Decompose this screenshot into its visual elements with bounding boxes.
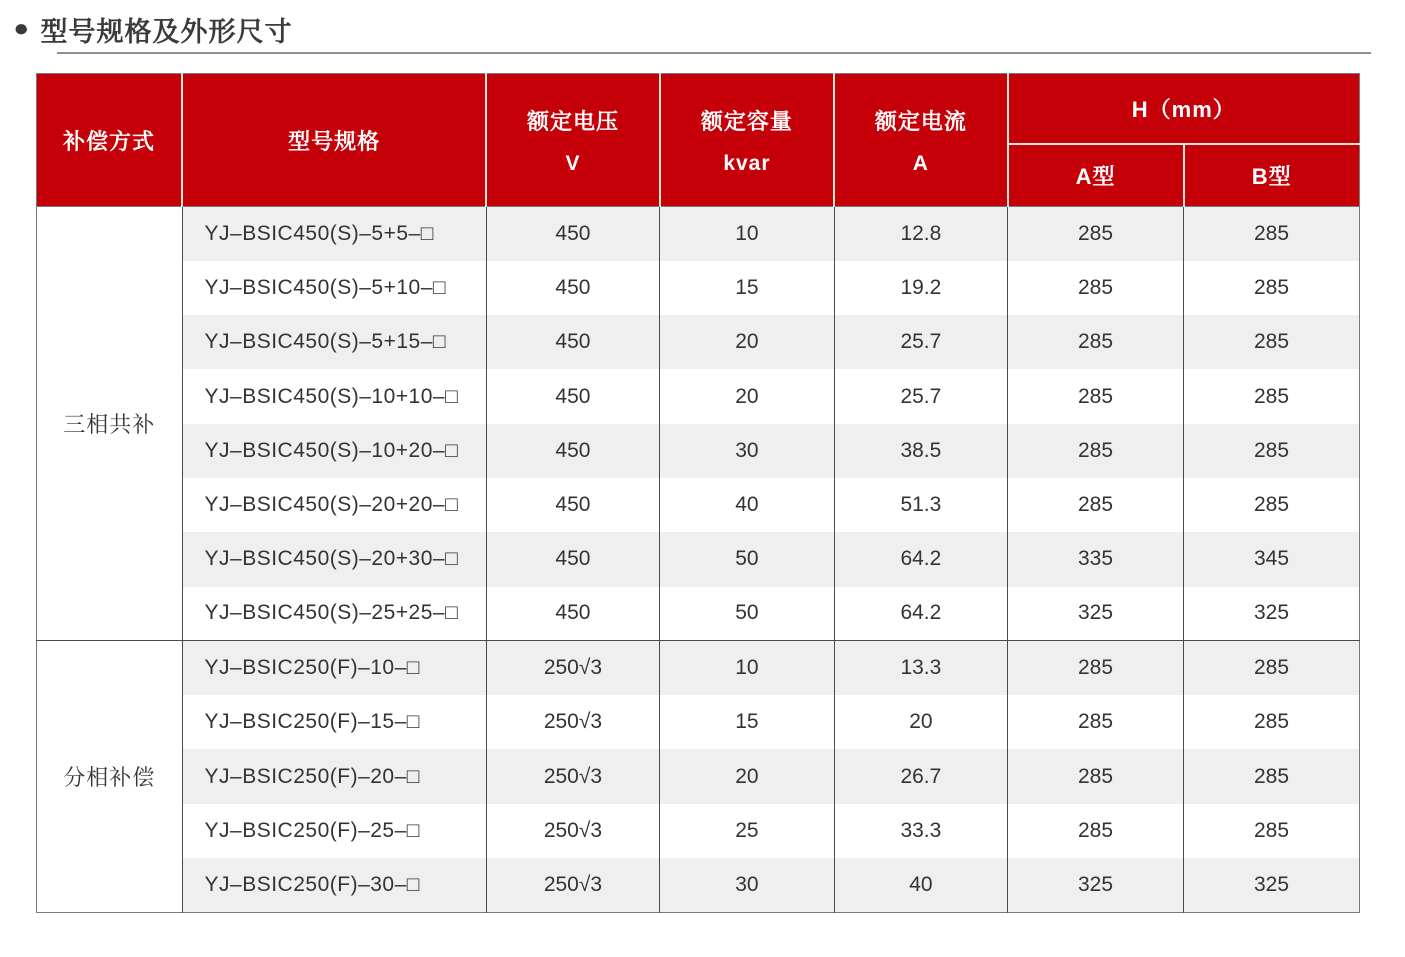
h-a-cell: 285 bbox=[1008, 369, 1184, 423]
table-row bbox=[37, 695, 1360, 749]
group-mode-label: 分相补偿 bbox=[37, 641, 183, 912]
model-cell: YJ–BSIC450(S)–5+5–□ bbox=[182, 207, 486, 261]
header-rated-voltage-unit: V bbox=[565, 151, 581, 175]
capacity-cell: 20 bbox=[660, 369, 835, 423]
voltage-cell: 450 bbox=[486, 478, 659, 532]
header-rated-current-label: 额定电流 bbox=[874, 108, 967, 134]
capacity-cell: 30 bbox=[660, 858, 835, 912]
model-cell: YJ–BSIC450(S)–20+20–□ bbox=[182, 478, 486, 532]
current-cell: 12.8 bbox=[834, 207, 1007, 261]
spec-table-container bbox=[36, 73, 1405, 913]
table-row bbox=[37, 424, 1360, 478]
title-underline bbox=[57, 52, 1371, 54]
table-row bbox=[37, 749, 1360, 803]
model-cell: YJ–BSIC450(S)–5+10–□ bbox=[182, 261, 486, 315]
header-rated-voltage-label: 额定电压 bbox=[526, 108, 619, 134]
spec-table-head bbox=[37, 74, 1360, 207]
voltage-cell: 250√3 bbox=[486, 749, 659, 803]
capacity-cell: 40 bbox=[660, 478, 835, 532]
header-rated-current bbox=[834, 74, 1007, 207]
h-b-cell: 325 bbox=[1184, 858, 1360, 912]
current-cell: 20 bbox=[834, 695, 1007, 749]
current-cell: 13.3 bbox=[834, 641, 1007, 695]
h-b-cell: 285 bbox=[1184, 695, 1360, 749]
model-cell: YJ–BSIC250(F)–20–□ bbox=[182, 749, 486, 803]
capacity-cell: 10 bbox=[660, 207, 835, 261]
header-h-mm: H（mm） bbox=[1008, 74, 1360, 144]
h-a-cell: 335 bbox=[1008, 532, 1184, 586]
h-b-cell: 285 bbox=[1184, 369, 1360, 423]
h-b-cell: 285 bbox=[1184, 749, 1360, 803]
voltage-cell: 450 bbox=[486, 315, 659, 369]
table-row bbox=[37, 804, 1360, 858]
h-a-cell: 285 bbox=[1008, 695, 1184, 749]
voltage-cell: 250√3 bbox=[486, 858, 659, 912]
h-a-cell: 285 bbox=[1008, 424, 1184, 478]
voltage-cell: 450 bbox=[486, 261, 659, 315]
voltage-cell: 250√3 bbox=[486, 804, 659, 858]
title-block bbox=[0, 0, 1405, 54]
table-row bbox=[37, 369, 1360, 423]
bullet-icon: ● bbox=[13, 15, 30, 42]
h-a-cell: 325 bbox=[1008, 587, 1184, 641]
header-rated-capacity-label: 额定容量 bbox=[700, 108, 793, 134]
capacity-cell: 30 bbox=[660, 424, 835, 478]
current-cell: 26.7 bbox=[834, 749, 1007, 803]
h-a-cell: 325 bbox=[1008, 858, 1184, 912]
h-a-cell: 285 bbox=[1008, 641, 1184, 695]
voltage-cell: 250√3 bbox=[486, 695, 659, 749]
h-a-cell: 285 bbox=[1008, 207, 1184, 261]
h-a-cell: 285 bbox=[1008, 478, 1184, 532]
model-cell: YJ–BSIC450(S)–10+20–□ bbox=[182, 424, 486, 478]
model-cell: YJ–BSIC450(S)–20+30–□ bbox=[182, 532, 486, 586]
current-cell: 19.2 bbox=[834, 261, 1007, 315]
table-row bbox=[37, 261, 1360, 315]
h-b-cell: 285 bbox=[1184, 804, 1360, 858]
h-b-cell: 285 bbox=[1184, 424, 1360, 478]
current-cell: 33.3 bbox=[834, 804, 1007, 858]
h-b-cell: 285 bbox=[1184, 207, 1360, 261]
h-a-cell: 285 bbox=[1008, 315, 1184, 369]
table-row bbox=[37, 478, 1360, 532]
current-cell: 25.7 bbox=[834, 369, 1007, 423]
table-row bbox=[37, 207, 1360, 261]
table-row bbox=[37, 532, 1360, 586]
current-cell: 64.2 bbox=[834, 587, 1007, 641]
capacity-cell: 10 bbox=[660, 641, 835, 695]
voltage-cell: 450 bbox=[486, 532, 659, 586]
model-cell: YJ–BSIC450(S)–10+10–□ bbox=[182, 369, 486, 423]
spec-table-body bbox=[37, 207, 1360, 913]
header-type-a: A型 bbox=[1008, 144, 1184, 207]
table-row bbox=[37, 587, 1360, 641]
header-rated-capacity-unit: kvar bbox=[723, 151, 771, 175]
voltage-cell: 450 bbox=[486, 207, 659, 261]
model-cell: YJ–BSIC250(F)–25–□ bbox=[182, 804, 486, 858]
capacity-cell: 15 bbox=[660, 261, 835, 315]
h-a-cell: 285 bbox=[1008, 749, 1184, 803]
capacity-cell: 25 bbox=[660, 804, 835, 858]
h-b-cell: 285 bbox=[1184, 641, 1360, 695]
h-a-cell: 285 bbox=[1008, 261, 1184, 315]
model-cell: YJ–BSIC250(F)–30–□ bbox=[182, 858, 486, 912]
h-b-cell: 345 bbox=[1184, 532, 1360, 586]
voltage-cell: 450 bbox=[486, 424, 659, 478]
header-rated-current-unit: A bbox=[912, 151, 929, 175]
h-b-cell: 285 bbox=[1184, 261, 1360, 315]
capacity-cell: 20 bbox=[660, 315, 835, 369]
h-b-cell: 325 bbox=[1184, 587, 1360, 641]
current-cell: 40 bbox=[834, 858, 1007, 912]
header-compensation-mode: 补偿方式 bbox=[37, 74, 183, 207]
model-cell: YJ–BSIC450(S)–25+25–□ bbox=[182, 587, 486, 641]
group-mode-label: 三相共补 bbox=[37, 207, 183, 641]
header-rated-capacity bbox=[660, 74, 835, 207]
current-cell: 51.3 bbox=[834, 478, 1007, 532]
current-cell: 64.2 bbox=[834, 532, 1007, 586]
voltage-cell: 450 bbox=[486, 587, 659, 641]
capacity-cell: 20 bbox=[660, 749, 835, 803]
model-cell: YJ–BSIC250(F)–15–□ bbox=[182, 695, 486, 749]
table-row bbox=[37, 315, 1360, 369]
h-a-cell: 285 bbox=[1008, 804, 1184, 858]
voltage-cell: 450 bbox=[486, 369, 659, 423]
spec-table bbox=[36, 73, 1360, 913]
header-type-b: B型 bbox=[1184, 144, 1360, 207]
voltage-cell: 250√3 bbox=[486, 641, 659, 695]
h-b-cell: 285 bbox=[1184, 315, 1360, 369]
table-row bbox=[37, 641, 1360, 695]
current-cell: 38.5 bbox=[834, 424, 1007, 478]
capacity-cell: 50 bbox=[660, 587, 835, 641]
table-row bbox=[37, 858, 1360, 912]
current-cell: 25.7 bbox=[834, 315, 1007, 369]
page-title: 型号规格及外形尺寸 bbox=[40, 16, 293, 47]
model-cell: YJ–BSIC250(F)–10–□ bbox=[182, 641, 486, 695]
header-model-spec: 型号规格 bbox=[182, 74, 486, 207]
model-cell: YJ–BSIC450(S)–5+15–□ bbox=[182, 315, 486, 369]
capacity-cell: 15 bbox=[660, 695, 835, 749]
capacity-cell: 50 bbox=[660, 532, 835, 586]
header-rated-voltage bbox=[486, 74, 659, 207]
h-b-cell: 285 bbox=[1184, 478, 1360, 532]
